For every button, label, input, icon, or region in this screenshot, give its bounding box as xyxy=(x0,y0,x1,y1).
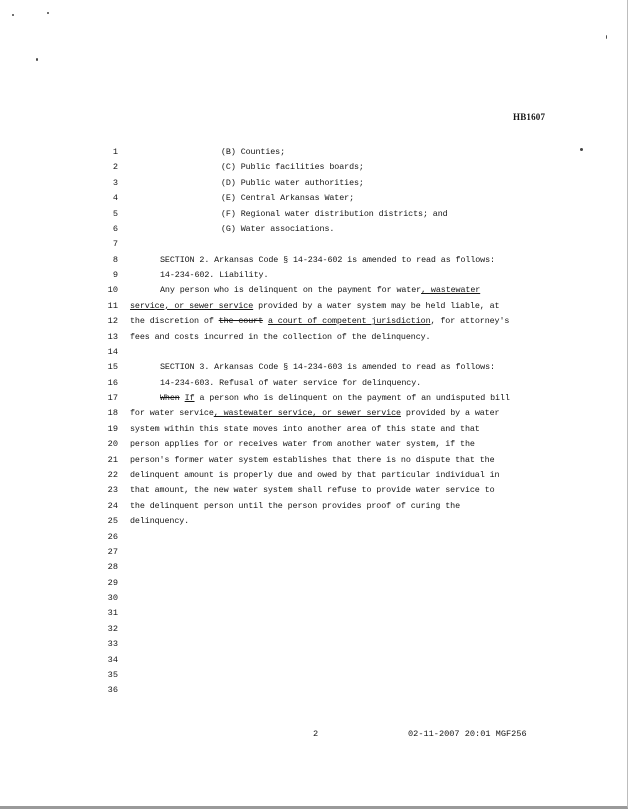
document-line xyxy=(0,545,627,560)
document-line xyxy=(0,468,627,483)
line-text xyxy=(221,145,285,160)
line-number: 21 xyxy=(107,454,118,465)
document-line xyxy=(0,253,627,268)
line-text xyxy=(221,222,334,237)
line-number: 6 xyxy=(112,223,118,234)
line-number: 1 xyxy=(112,147,118,157)
line-number: 34 xyxy=(107,654,118,665)
document-line xyxy=(0,683,627,698)
document-line xyxy=(0,207,627,222)
line-text xyxy=(130,514,189,529)
line-text xyxy=(160,268,268,283)
text-run: system within this state moves into another area of this state and that xyxy=(130,423,480,434)
deleted-text: the court xyxy=(218,316,264,327)
document-line xyxy=(0,391,627,406)
line-number: 30 xyxy=(107,593,118,604)
line-number: 8 xyxy=(112,254,118,265)
line-number: 23 xyxy=(107,485,118,496)
text-run: delinquency. xyxy=(130,516,190,527)
line-number: 26 xyxy=(107,531,118,542)
line-number: 36 xyxy=(107,685,118,696)
page-number: 2 xyxy=(313,729,319,739)
line-number: 11 xyxy=(107,300,118,311)
line-text xyxy=(160,283,480,298)
date-code: 02-11-2007 20:01 MGF256 xyxy=(408,729,527,739)
line-number: 2 xyxy=(112,162,118,173)
text-run: the delinquent person until the person provides proof of curing the xyxy=(130,500,461,511)
line-number: 5 xyxy=(112,208,118,219)
line-number: 29 xyxy=(107,577,118,588)
line-number: 9 xyxy=(112,270,118,281)
document-line xyxy=(0,237,627,252)
line-text xyxy=(130,422,480,437)
inserted-text: , wastewater xyxy=(421,285,481,296)
line-text xyxy=(221,207,448,222)
scan-speck xyxy=(606,35,607,39)
text-run: for water service xyxy=(130,408,214,419)
document-line xyxy=(0,314,627,329)
line-text xyxy=(160,360,495,375)
line-number: 24 xyxy=(107,500,118,511)
document-line xyxy=(0,360,627,375)
line-text xyxy=(160,253,495,268)
line-text xyxy=(130,330,430,345)
line-text xyxy=(221,191,354,206)
document-line xyxy=(0,606,627,621)
line-text xyxy=(130,499,460,514)
line-text xyxy=(160,391,510,406)
scan-speck xyxy=(580,148,583,151)
document-line xyxy=(0,437,627,452)
document-line xyxy=(0,622,627,637)
text-run: (F) Regional water distribution districts; and xyxy=(221,208,448,219)
deleted-text: When xyxy=(160,393,180,404)
inserted-text: a court of competent jurisdiction xyxy=(267,316,431,327)
document-line xyxy=(0,191,627,206)
document-line xyxy=(0,176,627,191)
text-run: 14-234-603. Refusal of water service for delinquency. xyxy=(160,377,422,388)
line-number: 14 xyxy=(107,346,118,357)
document-line xyxy=(0,576,627,591)
document-line xyxy=(0,345,627,360)
text-run: fees and costs incurred in the collection of the delinquency. xyxy=(130,331,431,342)
line-number: 22 xyxy=(107,469,118,480)
text-run: a person who is delinquent on the payment of an undisputed bill xyxy=(194,393,510,404)
text-run: (G) Water associations. xyxy=(221,223,335,234)
scan-speck xyxy=(47,12,49,14)
line-number: 18 xyxy=(107,408,118,419)
line-number: 13 xyxy=(107,331,118,342)
line-number: 32 xyxy=(107,623,118,634)
line-number: 7 xyxy=(112,239,118,250)
bill-number: HB1607 xyxy=(513,112,546,122)
line-text xyxy=(130,437,475,452)
scan-speck xyxy=(12,14,14,16)
inserted-text: , wastewater service, or sewer service xyxy=(213,408,401,419)
document-line xyxy=(0,283,627,298)
line-number: 19 xyxy=(107,423,118,434)
line-text xyxy=(130,299,499,314)
document-line xyxy=(0,145,627,160)
line-text xyxy=(130,468,499,483)
document-line xyxy=(0,376,627,391)
line-text xyxy=(221,160,364,175)
document-line xyxy=(0,668,627,683)
line-number: 33 xyxy=(107,639,118,650)
line-number: 20 xyxy=(107,439,118,450)
document-line xyxy=(0,299,627,314)
document-line xyxy=(0,637,627,652)
document-line xyxy=(0,422,627,437)
line-text xyxy=(130,483,495,498)
line-text xyxy=(130,314,509,329)
document-line xyxy=(0,453,627,468)
document-line xyxy=(0,406,627,421)
line-number: 31 xyxy=(107,608,118,619)
line-number: 17 xyxy=(107,393,118,404)
line-number: 10 xyxy=(107,285,118,296)
text-run: (D) Public water authorities; xyxy=(221,177,364,188)
line-number: 16 xyxy=(107,377,118,388)
text-run: (E) Central Arkansas Water; xyxy=(221,193,354,204)
text-run: provided by a water xyxy=(400,408,500,419)
text-run: 14-234-602. Liability. xyxy=(160,270,269,281)
line-number: 3 xyxy=(112,177,118,188)
text-run: the discretion of xyxy=(130,316,219,327)
document-line xyxy=(0,530,627,545)
line-number: 12 xyxy=(107,316,118,327)
text-run: SECTION 2. Arkansas Code § 14-234-602 is amended to read as follows: xyxy=(160,254,495,265)
line-number: 28 xyxy=(107,562,118,573)
text-run: delinquent amount is properly due and owed by that particular individual in xyxy=(130,469,500,480)
text-run: person applies for or receives water from another water system, if the xyxy=(130,439,475,450)
document-line xyxy=(0,268,627,283)
document-line xyxy=(0,160,627,175)
line-number: 35 xyxy=(107,669,118,680)
line-number: 27 xyxy=(107,546,118,557)
document-line xyxy=(0,560,627,575)
document-line xyxy=(0,514,627,529)
document-line xyxy=(0,483,627,498)
text-run: provided by a water system may be held liable, at xyxy=(253,300,500,311)
line-number: 25 xyxy=(107,516,118,527)
line-text xyxy=(221,176,364,191)
document-line xyxy=(0,222,627,237)
document-line xyxy=(0,653,627,668)
text-run: , for attorney's xyxy=(430,316,510,327)
line-text xyxy=(130,406,499,421)
text-run: SECTION 3. Arkansas Code § 14-234-603 is amended to read as follows: xyxy=(160,362,495,373)
text-run: that amount, the new water system shall refuse to provide water service to xyxy=(130,485,495,496)
document-line xyxy=(0,330,627,345)
inserted-text: If xyxy=(184,393,195,404)
line-text xyxy=(160,376,421,391)
text-run: person's former water system establishes that there is no dispute that the xyxy=(130,454,495,465)
document-line xyxy=(0,591,627,606)
inserted-text: service, or sewer service xyxy=(130,300,254,311)
scan-speck xyxy=(36,58,38,61)
text-run: (C) Public facilities boards; xyxy=(221,162,364,173)
text-run: (B) Counties; xyxy=(221,147,286,157)
document-line xyxy=(0,499,627,514)
text-run: Any person who is delinquent on the payment for water xyxy=(160,285,422,296)
line-number: 4 xyxy=(112,193,118,204)
line-number: 15 xyxy=(107,362,118,373)
line-text xyxy=(130,453,495,468)
